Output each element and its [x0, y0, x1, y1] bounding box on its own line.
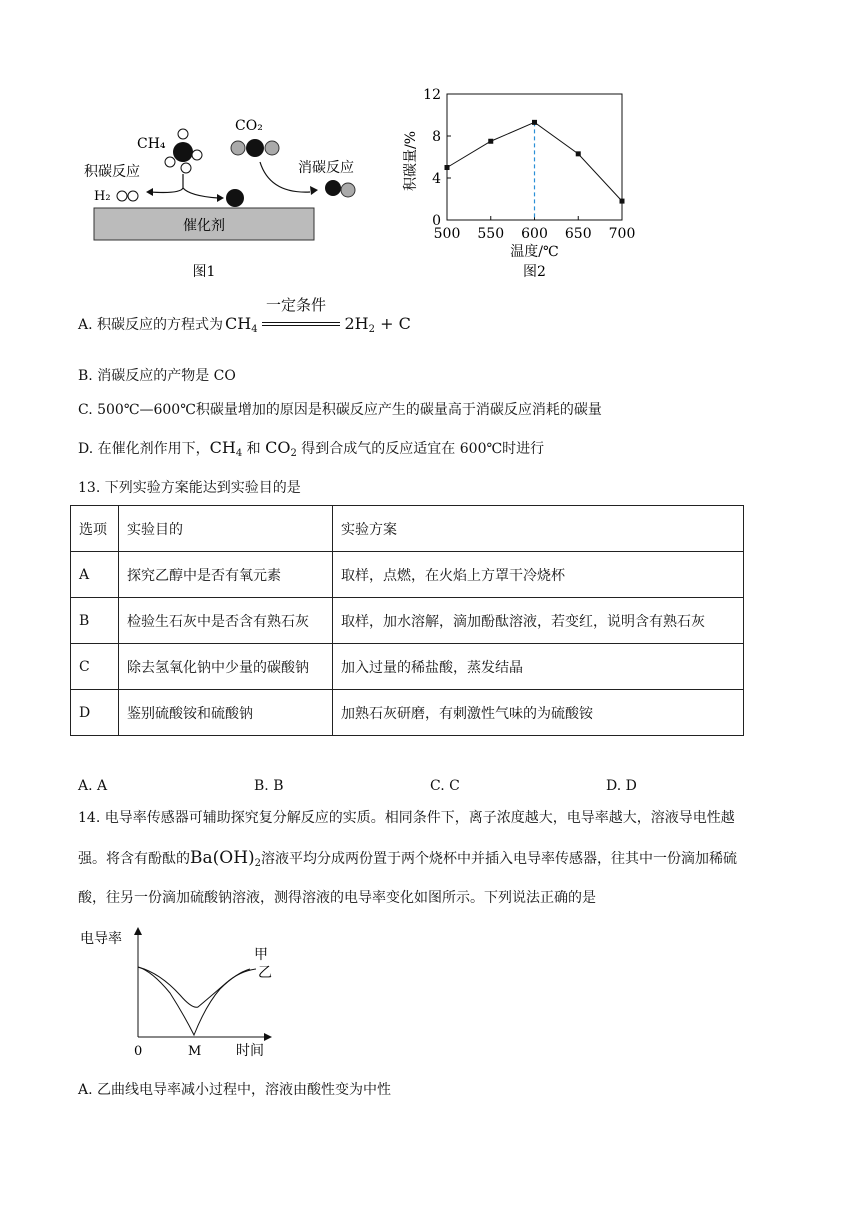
table-cell: 加入过量的稀盐酸，蒸发结晶 — [333, 644, 744, 690]
table-cell: 检验生石灰中是否含有熟石灰 — [119, 598, 333, 644]
figure2-chart — [395, 82, 655, 292]
table-header-cell: 实验目的 — [119, 506, 333, 552]
x-axis-label: 时间 — [236, 1043, 264, 1059]
y-tick-label: 12 — [423, 87, 441, 103]
reaction-arrow: 一定条件 — [262, 315, 340, 335]
q14-option-a: A. 乙曲线电导率减小过程中，溶液由酸性变为中性 — [78, 1082, 392, 1098]
figure1-label: 图1 — [192, 264, 216, 280]
q12-option-a: A. 积碳反应的方程式为 $CH_4$ 一定条件 $2H_2 + C$ — [78, 296, 411, 335]
table-header-row — [71, 506, 744, 552]
x-tick-label: 500 — [433, 226, 461, 242]
y-tick-label: 8 — [432, 129, 441, 145]
catalyst-label: 催化剂 — [183, 218, 225, 234]
table-row — [71, 690, 744, 736]
left-reaction-label: 积碳反应 — [84, 164, 140, 180]
left-arrow-icon — [150, 174, 183, 193]
q13-option-b: B. B — [254, 778, 284, 794]
x-tick-label: 700 — [608, 226, 636, 242]
data-point — [445, 165, 450, 170]
data-point — [576, 151, 581, 156]
curve-yi — [138, 967, 256, 1007]
table-row — [71, 552, 744, 598]
x-axis-label: 温度/℃ — [510, 244, 559, 260]
table-row — [71, 644, 744, 690]
origin-label: 0 — [134, 1044, 143, 1059]
data-point — [620, 199, 625, 204]
h2-molecule-icon — [117, 191, 138, 201]
x-tick-label: 600 — [521, 226, 548, 242]
y-axis-label: 积碳量/% — [403, 130, 419, 191]
h2-label: H₂ — [94, 189, 111, 204]
q14-stem-line1: 14. 电导率传感器可辅助探究复分解反应的实质。相同条件下，离子浓度越大，电导率越大，溶液导电性越 — [78, 810, 735, 826]
y-tick-label: 4 — [432, 171, 441, 187]
x-tick-label: 550 — [477, 226, 505, 242]
data-point — [532, 120, 537, 125]
figure2-label: 图2 — [523, 264, 546, 280]
right-reaction-label: 消碳反应 — [298, 160, 354, 176]
data-point — [488, 139, 493, 144]
table-row — [71, 598, 744, 644]
ch4-label: CH₄ — [137, 136, 166, 152]
q13-option-c: C. C — [430, 778, 460, 794]
x-tick-label: 650 — [564, 226, 592, 242]
table-cell: B — [71, 598, 119, 644]
q14-stem-line2: 强。将含有酚酞的$Ba(OH)_2$溶液平均分成两份置于两个烧杯中并插入电导率传感器，往其中一份滴加稀硫 — [78, 848, 738, 869]
m-label: M — [188, 1044, 202, 1059]
table-cell: 取样，加水溶解，滴加酚酞溶液，若变红，说明含有熟石灰 — [333, 598, 744, 644]
ch4-molecule-icon — [165, 129, 202, 173]
co2-molecule-icon — [231, 139, 279, 157]
co2-label: CO₂ — [235, 118, 263, 134]
table-cell: C — [71, 644, 119, 690]
table-header-cell: 实验方案 — [333, 506, 744, 552]
table-cell: D — [71, 690, 119, 736]
table-cell: 取样，点燃，在火焰上方罩干冷烧杯 — [333, 552, 744, 598]
q13-table — [70, 505, 744, 736]
q13-option-d: D. D — [606, 778, 637, 794]
table-cell: 鉴别硫酸铵和硫酸钠 — [119, 690, 333, 736]
q14-stem-line3: 酸，往另一份滴加硫酸钠溶液，测得溶液的电导率变化如图所示。下列说法正确的是 — [78, 890, 596, 906]
q14-conductivity-chart — [80, 925, 280, 1065]
carbon-atom-icon — [226, 189, 244, 207]
table-header-cell: 选项 — [71, 506, 119, 552]
y-axis-label: 电导率 — [80, 931, 122, 947]
figure1-diagram — [80, 110, 380, 290]
table-cell: A — [71, 552, 119, 598]
series-label-jia: 甲 — [254, 947, 268, 963]
y-tick-label: 0 — [432, 213, 441, 229]
table-cell: 除去氢氧化钠中少量的碳酸钠 — [119, 644, 333, 690]
q12-option-c: C. 500℃—600℃积碳量增加的原因是积碳反应产生的碳量高于消碳反应消耗的碳量 — [78, 402, 602, 418]
q12-option-d: D. 在催化剂作用下，$CH_4$ 和 $CO_2$ 得到合成气的反应适宜在 600℃时进行 — [78, 438, 545, 459]
table-cell: 探究乙醇中是否有氧元素 — [119, 552, 333, 598]
q13-stem: 13. 下列实验方案能达到实验目的是 — [78, 480, 301, 496]
q12-option-b: B. 消碳反应的产物是 CO — [78, 368, 236, 384]
q13-option-a: A. A — [78, 778, 108, 794]
series-label-yi: 乙 — [258, 965, 272, 981]
co-molecule-icon — [325, 180, 355, 197]
table-cell: 加熟石灰研磨，有刺激性气味的为硫酸铵 — [333, 690, 744, 736]
